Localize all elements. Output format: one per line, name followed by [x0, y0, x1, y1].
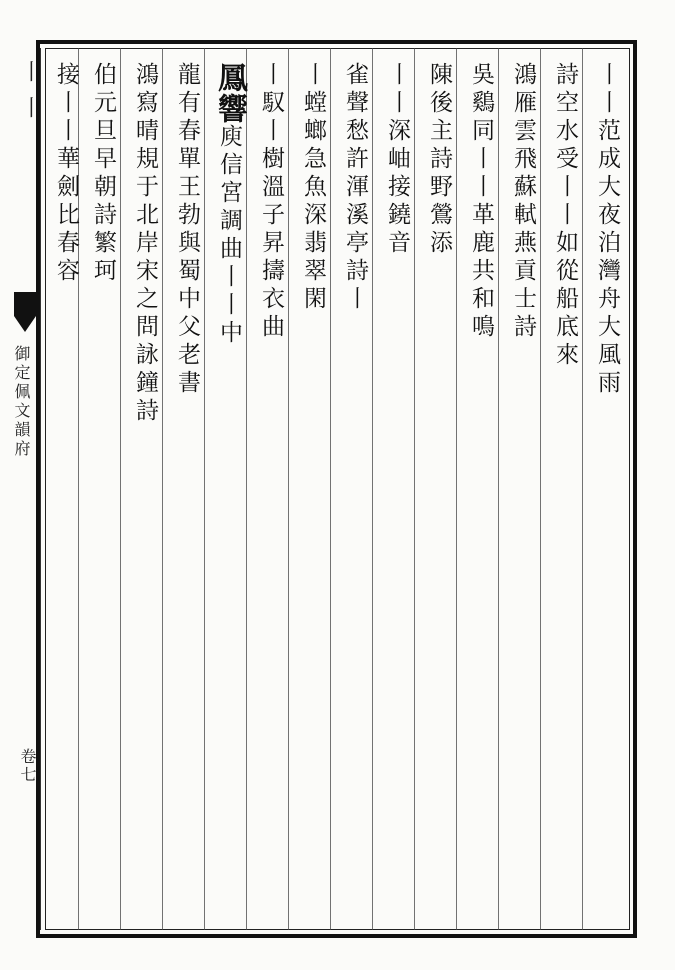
book-title: 御定佩文韻府 [12, 345, 31, 459]
text-column: 鴻寫晴規于北岸宋之問詠鐘詩 [132, 62, 158, 426]
text-column: 丨丨范成大夜泊灣舟大風雨 [594, 62, 620, 398]
gutter-rule [40, 48, 41, 930]
text-column: 伯元旦早朝詩繁珂 [90, 62, 116, 286]
text-column: 鴻雁雲飛蘇軾燕貢士詩 [510, 62, 536, 342]
volume-number: 卷七 [18, 748, 37, 784]
text-column: 丨馭丨樹溫子昇擣衣曲 [258, 62, 284, 342]
text-column: 龍有春單王勃與蜀中父老書 [174, 62, 200, 398]
text-column: 陳後主詩野鶯添 [426, 62, 452, 258]
text-column: 丨丨深岫接鐃音 [384, 62, 410, 258]
text-column: 接丨丨華劍比春容 [53, 62, 79, 286]
text-column: 鳳響庾信宮調曲丨丨中 [212, 62, 247, 348]
fish-tail-icon [14, 292, 36, 334]
text-column: 吳鷄同丨丨革鹿共和鳴 [468, 62, 494, 342]
gutter-top-marks: 丨丨 [17, 60, 42, 132]
text-column: 詩空水受丨丨如從船底來 [552, 62, 578, 370]
headword: 鳳響 [212, 62, 247, 124]
text-column: 雀聲愁許渾溪亭詩丨 [342, 62, 368, 314]
text-column: 丨螳螂急魚深翡翠閑 [300, 62, 326, 314]
